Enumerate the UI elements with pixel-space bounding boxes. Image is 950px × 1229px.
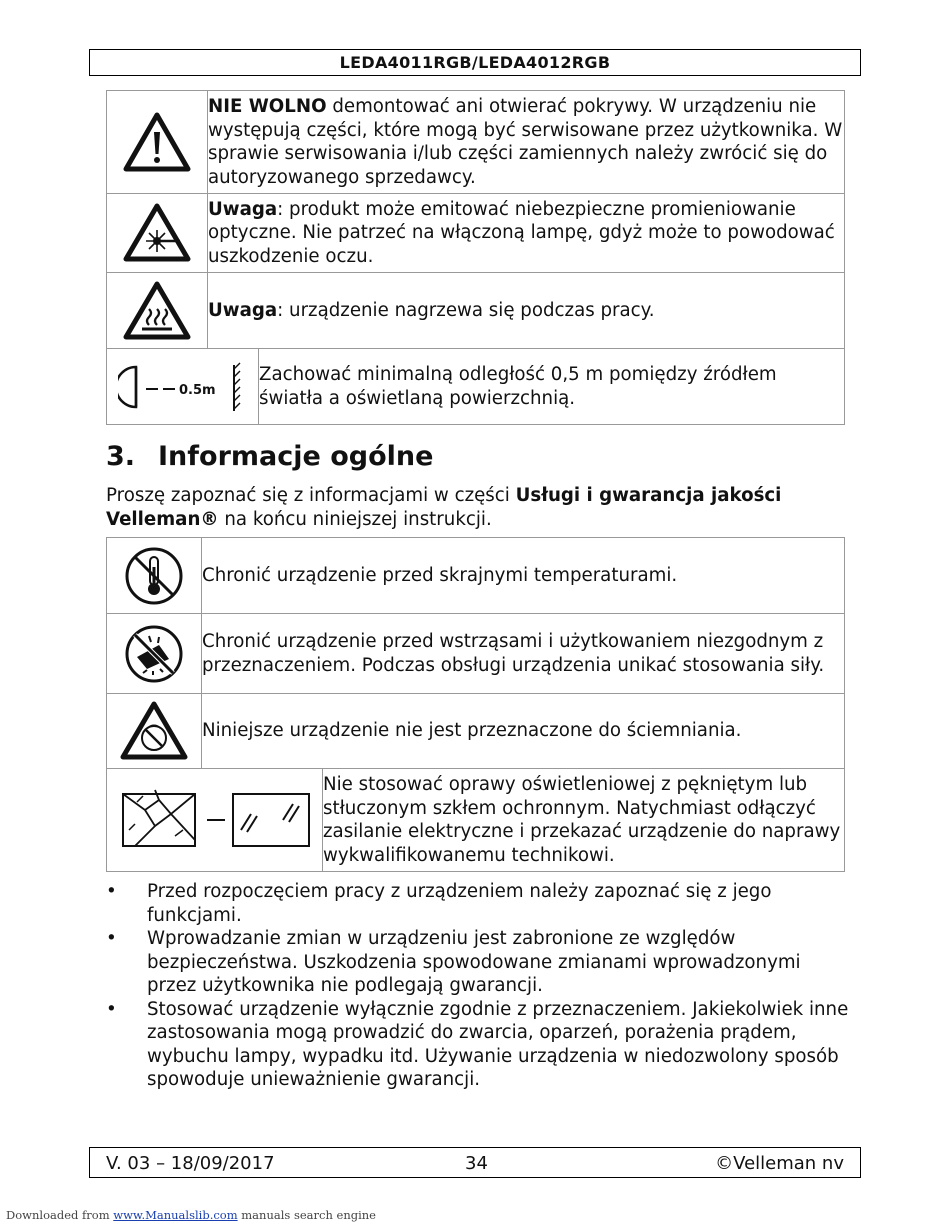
document-title: LEDA4011RGB/LEDA4012RGB xyxy=(339,53,611,72)
warning-exclamation-icon xyxy=(122,110,192,174)
intro-paragraph: Proszę zapoznać się z informacjami w części Usługi i gwarancja jakości Velleman® na końcu niniejszej instrukcji. xyxy=(106,485,782,530)
section-title: Informacje ogólne xyxy=(158,441,434,472)
warning-text: Zachować minimalną odległość 0,5 m pomiędzy źródłem światła a oświetlaną powierzchnią. xyxy=(259,349,845,425)
list-item: • Stosować urządzenie wyłącznie zgodnie z przeznaczeniem. Jakiekolwiek inne zastosowania mogą prowadzić do zwarcia, oparzeń, porażenia prądem, wybuchu lampy, wypadku itd. Używanie urządzenia w niedozwolony sposób spowoduje unieważnienie gwarancji. xyxy=(106,998,849,1090)
download-notice: Downloaded from www.Manualslib.com manuals search engine xyxy=(6,1208,376,1222)
no-shock-icon xyxy=(123,623,185,685)
no-extreme-temperature-icon xyxy=(123,545,185,607)
warning-text: Uwaga: urządzenie nagrzewa się podczas pracy. xyxy=(208,273,845,349)
min-distance-icon xyxy=(118,359,248,415)
document-footer xyxy=(89,1147,861,1178)
warning-row xyxy=(107,194,845,273)
distance-table xyxy=(106,348,845,425)
info-row xyxy=(107,769,845,872)
info-row xyxy=(107,538,845,614)
section-number: 3. xyxy=(106,441,136,472)
version-label: V. 03 – 18/09/2017 xyxy=(106,1153,275,1174)
page-number: 34 xyxy=(465,1153,488,1174)
warning-text: Uwaga: produkt może emitować niebezpieczne promieniowanie optyczne. Nie patrzeć na włączoną lampę, gdyż może to powodować uszkodzenie oczu. xyxy=(208,194,845,273)
no-dimming-icon xyxy=(119,700,189,762)
info-row xyxy=(107,614,845,694)
info-text: Niniejsze urządzenie nie jest przeznaczone do ściemniania. xyxy=(202,694,845,769)
warning-row xyxy=(107,91,845,194)
warning-table xyxy=(106,90,845,349)
warning-text: NIE WOLNO demontować ani otwierać pokrywy. W urządzeniu nie występują części, które mogą być serwisowane przez użytkownika. W sprawie serwisowania i/lub części zamiennych należy zwrócić się do autoryzowanego sprzedawcy. xyxy=(208,91,845,194)
info-row xyxy=(107,694,845,769)
info-text: Nie stosować oprawy oświetleniowej z pękniętym lub stłuczonym szkłem ochronnym. Natychmiast odłączyć zasilanie elektryczne i przekazać urządzenie do naprawy wykwalifikowanemu technikowi. xyxy=(323,769,845,872)
hot-surface-icon xyxy=(122,280,192,342)
info-text: Chronić urządzenie przed skrajnymi temperaturami. xyxy=(202,538,845,614)
document-header xyxy=(89,49,861,76)
broken-glass-icon xyxy=(115,780,315,860)
list-item: • Przed rozpoczęciem pracy z urządzeniem należy zapoznać się z jego funkcjami. xyxy=(106,881,772,926)
warning-row xyxy=(107,349,845,425)
copyright-label: ©Velleman nv xyxy=(715,1153,844,1174)
bullet-icon: • xyxy=(106,928,117,949)
bullet-list xyxy=(106,880,851,1092)
general-info-table xyxy=(106,537,845,769)
manualslib-link[interactable]: www.Manualslib.com xyxy=(113,1208,238,1222)
bullet-icon: • xyxy=(106,998,117,1020)
broken-glass-table xyxy=(106,768,845,872)
list-item: • Wprowadzanie zmian w urządzeniu jest zabronione ze względów bezpieczeństwa. Uszkodzenia spowodowane zmianami wprowadzonymi przez użytkownika nie podlegają gwarancji. xyxy=(106,928,801,996)
info-text: Chronić urządzenie przed wstrząsami i użytkowaniem niezgodnym z przeznaczeniem. Podczas obsługi urządzenia unikać stosowania siły. xyxy=(202,614,845,694)
laser-radiation-icon xyxy=(122,202,192,264)
svg-text:0.5m: 0.5m xyxy=(178,382,216,398)
bullet-icon: • xyxy=(106,881,117,902)
warning-row xyxy=(107,273,845,349)
section-heading xyxy=(106,441,433,472)
